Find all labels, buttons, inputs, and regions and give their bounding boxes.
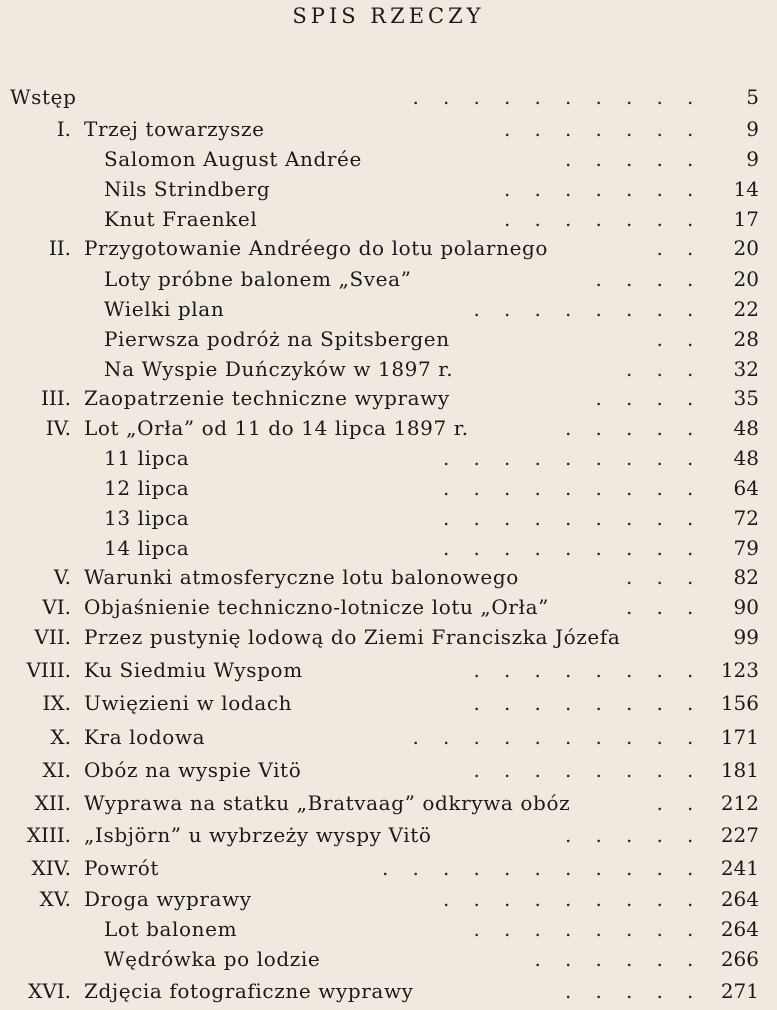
leader-dot: . [626, 476, 633, 500]
leader-dot: . [626, 979, 633, 1003]
leader-dot: . [504, 887, 511, 911]
leader-dot: . [473, 506, 480, 530]
page-number: 5 [746, 85, 759, 109]
leader-dot: . [504, 476, 511, 500]
entry-title: Zdjęcia fotograficzne wyprawy [84, 979, 414, 1003]
leader-dot: . [473, 297, 480, 321]
toc-entry[interactable] [0, 976, 777, 1006]
leader-dot: . [656, 386, 663, 410]
leader-dot: . [473, 658, 480, 682]
entry-title: „Isbjörn” u wybrzeży wyspy Vitö [84, 823, 432, 847]
leader-dot: . [656, 267, 663, 291]
leader-dot: . [534, 476, 541, 500]
page-number: 48 [733, 446, 759, 470]
leader-dot: . [504, 117, 511, 141]
leader-dot: . [687, 536, 694, 560]
leader-dot: . [656, 565, 663, 589]
leader-dot: . [687, 267, 694, 291]
leader-dot: . [656, 887, 663, 911]
leader-dot: . [473, 691, 480, 715]
leader-dot: . [534, 758, 541, 782]
entry-title: Zaopatrzenie techniczne wyprawy [84, 386, 450, 410]
leader-dot: . [473, 85, 480, 109]
toc-entry[interactable] [0, 473, 777, 503]
page-number: 17 [733, 207, 759, 231]
leader-dot: . [565, 177, 572, 201]
leader-dot: . [443, 446, 450, 470]
page-number: 123 [720, 658, 759, 682]
leader-dot: . [656, 856, 663, 880]
leader-dot: . [595, 267, 602, 291]
leader-dot: . [443, 856, 450, 880]
leader-dot: . [504, 85, 511, 109]
leader-dot: . [656, 658, 663, 682]
leader-dot: . [534, 691, 541, 715]
entry-title: Uwięzieni w lodach [84, 691, 293, 715]
leader-dot: . [595, 297, 602, 321]
entry-title: 12 lipca [104, 476, 190, 500]
leader-dot: . [595, 658, 602, 682]
leader-dot: . [595, 476, 602, 500]
toc-entry[interactable] [0, 914, 777, 944]
leader-dot: . [656, 691, 663, 715]
chapter-number: XI. [42, 758, 71, 782]
leader-dot: . [565, 979, 572, 1003]
leader-dot: . [656, 327, 663, 351]
leader-dot: . [534, 887, 541, 911]
leader-dot: . [473, 917, 480, 941]
entry-title: Wędrówka po lodzie [104, 947, 321, 971]
leader-dot: . [687, 791, 694, 815]
leader-dot: . [687, 691, 694, 715]
leader-dot: . [595, 758, 602, 782]
leader-dot: . [626, 565, 633, 589]
toc-entry[interactable] [0, 688, 777, 718]
leader-dot: . [595, 947, 602, 971]
toc-entry[interactable] [0, 622, 777, 652]
leader-dot: . [504, 177, 511, 201]
leader-dot: . [565, 147, 572, 171]
leader-dot: . [565, 536, 572, 560]
leader-dot: . [565, 856, 572, 880]
toc-entry[interactable] [0, 592, 777, 622]
toc-entry[interactable] [0, 144, 777, 174]
leader-dot: . [534, 177, 541, 201]
page-number: 20 [733, 236, 759, 260]
leader-dot: . [473, 758, 480, 782]
page-number: 212 [720, 791, 759, 815]
leader-dot: . [565, 416, 572, 440]
toc-entry[interactable] [0, 264, 777, 294]
entry-title: Wstęp [10, 85, 77, 109]
leader-dot: . [626, 147, 633, 171]
leader-dot: . [412, 85, 419, 109]
leader-dot: . [656, 476, 663, 500]
leader-dot: . [687, 297, 694, 321]
toc-entry[interactable] [0, 853, 777, 883]
leader-dot: . [443, 887, 450, 911]
page-number: 82 [733, 565, 759, 589]
chapter-number: II. [48, 236, 71, 260]
toc-entry[interactable] [0, 383, 777, 413]
toc-title: SPIS RZECZY [292, 4, 485, 28]
toc-entry[interactable] [0, 174, 777, 204]
leader-dot: . [382, 856, 389, 880]
entry-title: Trzej towarzysze [84, 117, 265, 141]
leader-dot: . [687, 446, 694, 470]
leader-dot: . [656, 791, 663, 815]
entry-title: Przygotowanie Andréego do lotu polarnego [84, 236, 549, 260]
leader-dot: . [656, 947, 663, 971]
page-number: 227 [720, 823, 759, 847]
leader-dot: . [565, 725, 572, 749]
leader-dot: . [626, 416, 633, 440]
page-number: 14 [733, 177, 759, 201]
leader-dot: . [565, 117, 572, 141]
leader-dot: . [504, 856, 511, 880]
leader-dot: . [595, 386, 602, 410]
leader-dot: . [687, 147, 694, 171]
leader-dot: . [534, 446, 541, 470]
leader-dot: . [473, 536, 480, 560]
toc-entry[interactable] [0, 443, 777, 473]
leader-dot: . [412, 725, 419, 749]
leader-dot: . [473, 887, 480, 911]
chapter-number: XII. [34, 791, 71, 815]
leader-dot: . [473, 446, 480, 470]
leader-dot: . [626, 267, 633, 291]
leader-dot: . [504, 297, 511, 321]
leader-dot: . [687, 947, 694, 971]
entry-title: Loty próbne balonem „Svea” [104, 267, 412, 291]
page-number: 264 [720, 917, 759, 941]
entry-title: Pierwsza podróż na Spitsbergen [104, 327, 450, 351]
leader-dot: . [687, 327, 694, 351]
entry-title: Lot „Orła” od 11 do 14 lipca 1897 r. [84, 416, 469, 440]
leader-dot: . [656, 297, 663, 321]
page-number: 48 [733, 416, 759, 440]
leader-dot: . [534, 947, 541, 971]
leader-dot: . [626, 117, 633, 141]
leader-dot: . [656, 758, 663, 782]
leader-dot: . [626, 357, 633, 381]
leader-dot: . [656, 446, 663, 470]
leader-dot: . [626, 595, 633, 619]
leader-dot: . [534, 117, 541, 141]
leader-dot: . [687, 856, 694, 880]
page-number: 90 [733, 595, 759, 619]
entry-title: Powrót [84, 856, 160, 880]
leader-dot: . [565, 85, 572, 109]
entry-title: Droga wyprawy [84, 887, 252, 911]
leader-dot: . [473, 856, 480, 880]
leader-dot: . [534, 297, 541, 321]
page-number: 264 [720, 887, 759, 911]
entry-title: Knut Fraenkel [104, 207, 258, 231]
page-number: 99 [733, 625, 759, 649]
leader-dot: . [595, 979, 602, 1003]
leader-dot: . [504, 758, 511, 782]
leader-dot: . [687, 565, 694, 589]
leader-dot: . [565, 758, 572, 782]
page-number: 171 [720, 725, 759, 749]
leader-dot: . [656, 177, 663, 201]
toc-entry[interactable] [0, 884, 777, 914]
leader-dot: . [687, 117, 694, 141]
leader-dot: . [687, 476, 694, 500]
leader-dot: . [412, 856, 419, 880]
leader-dot: . [595, 506, 602, 530]
leader-dot: . [504, 917, 511, 941]
leader-dot: . [626, 386, 633, 410]
toc-entry[interactable] [0, 655, 777, 685]
entry-title: Obóz na wyspie Vitö [84, 758, 302, 782]
leader-dot: . [443, 506, 450, 530]
leader-dot: . [443, 476, 450, 500]
leader-dot: . [565, 207, 572, 231]
toc-entry[interactable] [0, 533, 777, 563]
leader-dot: . [656, 979, 663, 1003]
page-number: 9 [746, 147, 759, 171]
leader-dot: . [565, 658, 572, 682]
leader-dot: . [656, 536, 663, 560]
entry-title: Warunki atmosferyczne lotu balonowego [84, 565, 519, 589]
entry-title: Objaśnienie techniczno-lotnicze lotu „Orła” [84, 595, 549, 619]
leader-dot: . [687, 979, 694, 1003]
leader-dot: . [626, 297, 633, 321]
leader-dot: . [595, 536, 602, 560]
leader-dot: . [687, 357, 694, 381]
chapter-number: IV. [45, 416, 71, 440]
leader-dot: . [687, 236, 694, 260]
page-number: 9 [746, 117, 759, 141]
entry-title: 13 lipca [104, 506, 190, 530]
leader-dot: . [565, 917, 572, 941]
page-number: 28 [733, 327, 759, 351]
leader-dot: . [687, 823, 694, 847]
toc-entry[interactable] [0, 413, 777, 443]
page-number: 181 [720, 758, 759, 782]
leader-dot: . [626, 207, 633, 231]
chapter-number: XIV. [31, 856, 71, 880]
leader-dot: . [595, 887, 602, 911]
leader-dot: . [443, 85, 450, 109]
leader-dot: . [595, 207, 602, 231]
leader-dot: . [687, 506, 694, 530]
toc-entry[interactable] [0, 114, 777, 144]
leader-dot: . [595, 177, 602, 201]
toc-entry[interactable] [0, 562, 777, 592]
leader-dot: . [565, 446, 572, 470]
chapter-number: VII. [34, 625, 71, 649]
leader-dot: . [534, 658, 541, 682]
entry-title: 11 lipca [104, 446, 190, 470]
chapter-number: XV. [39, 887, 71, 911]
leader-dot: . [626, 446, 633, 470]
leader-dot: . [595, 823, 602, 847]
leader-dot: . [626, 758, 633, 782]
leader-dot: . [656, 725, 663, 749]
chapter-number: III. [40, 386, 71, 410]
entry-title: Przez pustynię lodową do Ziemi Franciszka Józefa [84, 625, 621, 649]
page-number: 64 [733, 476, 759, 500]
leader-dot: . [534, 536, 541, 560]
toc-entry[interactable] [0, 944, 777, 974]
leader-dot: . [534, 725, 541, 749]
leader-dot: . [504, 207, 511, 231]
leader-dot: . [656, 416, 663, 440]
leader-dot: . [534, 85, 541, 109]
page-number: 79 [733, 536, 759, 560]
page-number: 20 [733, 267, 759, 291]
entry-title: Kra lodowa [84, 725, 206, 749]
page-number: 32 [733, 357, 759, 381]
entry-title: Salomon August Andrée [104, 147, 362, 171]
leader-dot: . [656, 823, 663, 847]
leader-dot: . [595, 725, 602, 749]
leader-dot: . [504, 725, 511, 749]
leader-dot: . [626, 536, 633, 560]
leader-dot: . [595, 691, 602, 715]
leader-dot: . [504, 506, 511, 530]
leader-dot: . [626, 917, 633, 941]
page-number: 22 [733, 297, 759, 321]
toc-entry[interactable] [0, 354, 777, 384]
chapter-number: IX. [42, 691, 71, 715]
chapter-number: XVI. [28, 979, 71, 1003]
leader-dot: . [565, 887, 572, 911]
leader-dot: . [626, 85, 633, 109]
leader-dot: . [534, 856, 541, 880]
page-number: 241 [720, 856, 759, 880]
leader-dot: . [595, 917, 602, 941]
leader-dot: . [565, 823, 572, 847]
leader-dot: . [504, 446, 511, 470]
leader-dot: . [626, 887, 633, 911]
entry-title: Wyprawa na statku „Bratvaag” odkrywa obóz [84, 791, 571, 815]
entry-title: Wielki plan [104, 297, 225, 321]
chapter-number: VIII. [26, 658, 71, 682]
leader-dot: . [595, 147, 602, 171]
leader-dot: . [473, 476, 480, 500]
leader-dot: . [595, 85, 602, 109]
toc-entry[interactable] [0, 755, 777, 785]
leader-dot: . [565, 947, 572, 971]
leader-dot: . [626, 725, 633, 749]
leader-dot: . [626, 506, 633, 530]
leader-dot: . [687, 207, 694, 231]
chapter-number: X. [50, 725, 71, 749]
leader-dot: . [656, 117, 663, 141]
toc-entry[interactable] [0, 82, 777, 112]
leader-dot: . [687, 887, 694, 911]
leader-dot: . [626, 691, 633, 715]
toc-entry[interactable] [0, 722, 777, 752]
leader-dot: . [687, 416, 694, 440]
leader-dot: . [534, 506, 541, 530]
leader-dot: . [565, 506, 572, 530]
leader-dot: . [687, 725, 694, 749]
toc-entry[interactable] [0, 820, 777, 850]
leader-dot: . [504, 691, 511, 715]
toc-entry[interactable] [0, 788, 777, 818]
leader-dot: . [687, 917, 694, 941]
leader-dot: . [626, 856, 633, 880]
toc-entry[interactable] [0, 233, 777, 263]
leader-dot: . [443, 536, 450, 560]
toc-entry[interactable] [0, 503, 777, 533]
leader-dot: . [687, 595, 694, 619]
page-number: 35 [733, 386, 759, 410]
leader-dot: . [534, 207, 541, 231]
leader-dot: . [504, 536, 511, 560]
chapter-number: XIII. [26, 823, 71, 847]
entry-title: 14 lipca [104, 536, 190, 560]
entry-title: Lot balonem [104, 917, 238, 941]
leader-dot: . [656, 236, 663, 260]
leader-dot: . [656, 595, 663, 619]
leader-dot: . [656, 147, 663, 171]
toc-entry[interactable] [0, 204, 777, 234]
page-number: 72 [733, 506, 759, 530]
leader-dot: . [595, 856, 602, 880]
leader-dot: . [626, 947, 633, 971]
entry-title: Na Wyspie Duńczyków w 1897 r. [104, 357, 454, 381]
leader-dot: . [656, 506, 663, 530]
page-number: 271 [720, 979, 759, 1003]
leader-dot: . [595, 117, 602, 141]
leader-dot: . [565, 691, 572, 715]
leader-dot: . [687, 85, 694, 109]
leader-dot: . [626, 823, 633, 847]
leader-dot: . [626, 177, 633, 201]
leader-dot: . [687, 386, 694, 410]
leader-dot: . [565, 476, 572, 500]
leader-dot: . [656, 917, 663, 941]
entry-title: Nils Strindberg [104, 177, 271, 201]
entry-title: Ku Siedmiu Wyspom [84, 658, 303, 682]
toc-entry[interactable] [0, 324, 777, 354]
chapter-number: I. [56, 117, 71, 141]
leader-dot: . [473, 725, 480, 749]
chapter-number: VI. [42, 595, 71, 619]
leader-dot: . [595, 446, 602, 470]
leader-dot: . [504, 658, 511, 682]
leader-dot: . [656, 207, 663, 231]
leader-dot: . [656, 85, 663, 109]
leader-dot: . [565, 297, 572, 321]
leader-dot: . [687, 658, 694, 682]
leader-dot: . [595, 416, 602, 440]
leader-dot: . [534, 917, 541, 941]
leader-dot: . [626, 658, 633, 682]
page-number: 266 [720, 947, 759, 971]
chapter-number: V. [53, 565, 71, 589]
leader-dot: . [443, 725, 450, 749]
page-number: 156 [720, 691, 759, 715]
leader-dot: . [687, 177, 694, 201]
leader-dot: . [656, 357, 663, 381]
toc-entry[interactable] [0, 294, 777, 324]
leader-dot: . [687, 758, 694, 782]
